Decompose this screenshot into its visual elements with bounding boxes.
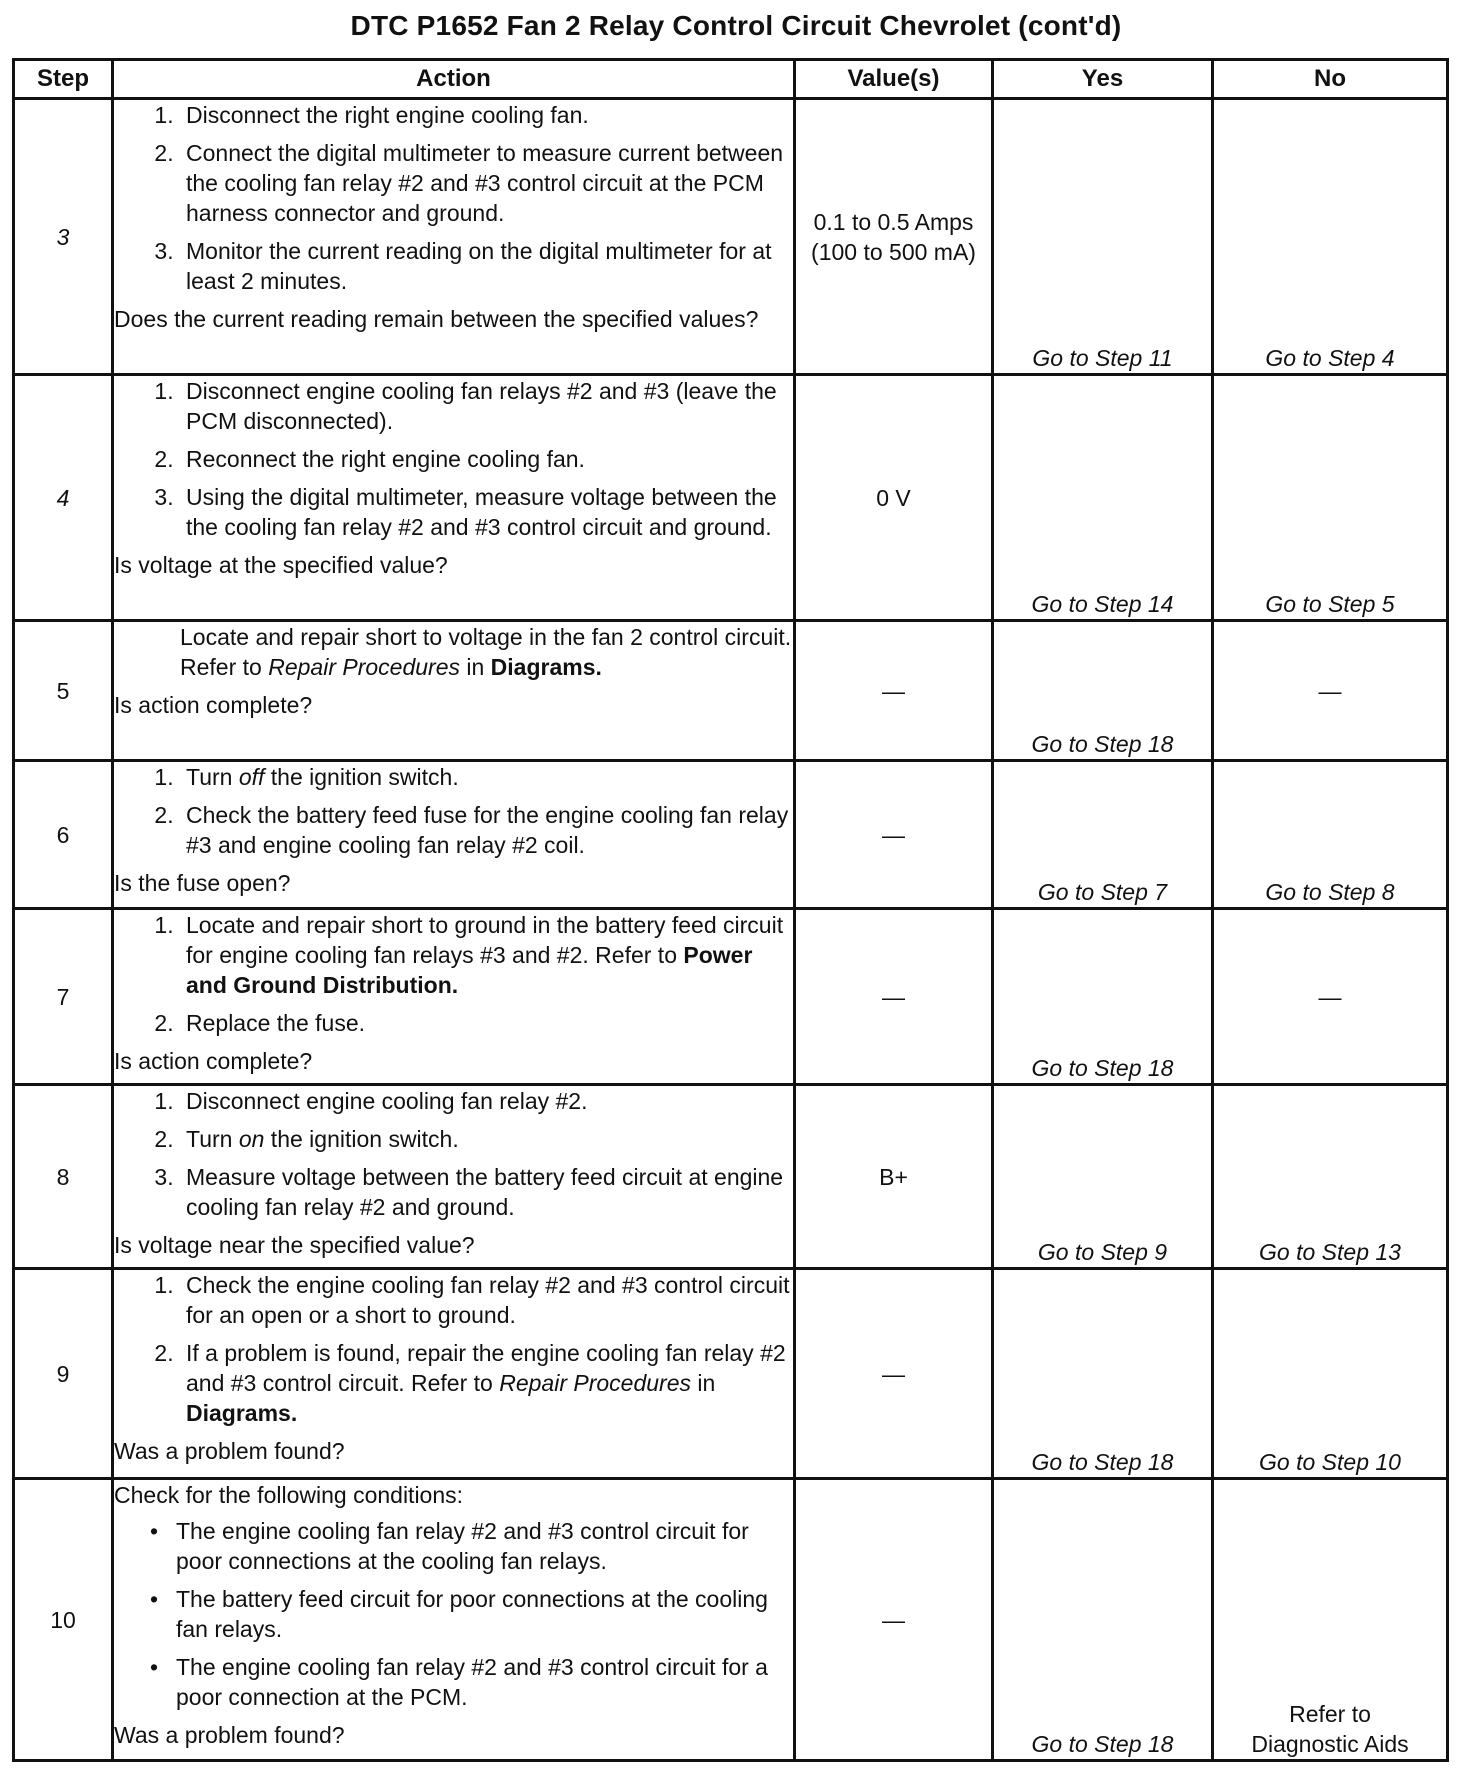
no-cell: Go to Step 13 [1213,1085,1448,1269]
header-action: Action [113,60,795,99]
action-question: Was a problem found? [114,1722,345,1748]
action-step: 1. Turn off the ignition switch. [180,762,793,792]
step-number: 9 [14,1269,113,1479]
action-steps [114,376,793,542]
diagnostic-table [12,58,1449,1762]
bullet-icon: • [150,1518,159,1544]
action-step: 1. Disconnect engine cooling fan relays #2 and #3 (leave the PCM disconnected). [180,376,793,436]
step-number: 7 [14,909,113,1085]
yes-cell: Go to Step 9 [993,1085,1213,1269]
no-cell: Go to Step 10 [1213,1269,1448,1479]
value-cell: — [795,909,993,1085]
action-step: 3. Measure voltage between the battery feed circuit at engine cooling fan relay #2 and ground. [180,1162,793,1222]
action-step: 2. Reconnect the right engine cooling fan. [180,444,793,474]
action-question: Is voltage at the specified value? [114,552,448,578]
action-cell [113,375,795,621]
no-text: Refer to [1289,1701,1371,1727]
value-cell: B+ [795,1085,993,1269]
no-cell: — [1213,909,1448,1085]
step-number: 8 [14,1085,113,1269]
yes-cell: Go to Step 7 [993,761,1213,909]
action-steps [114,762,793,860]
value-cell [795,99,993,375]
header-value: Value(s) [795,60,993,99]
value-cell: — [795,1269,993,1479]
action-question: Does the current reading remain between the specified values? [114,306,759,332]
value-cell: — [795,761,993,909]
condition-list [114,1516,793,1712]
action-question: Is the fuse open? [114,870,291,896]
header-row [14,60,1448,99]
bullet-icon: • [150,1586,159,1612]
step-number: 6 [14,761,113,909]
action-steps [114,910,793,1038]
yes-cell: Go to Step 11 [993,99,1213,375]
value-cell: — [795,1479,993,1761]
condition-item: • The engine cooling fan relay #2 and #3 control circuit for a poor connection at the PCM. [150,1654,768,1710]
table-row-step-10 [14,1479,1448,1761]
action-step: 3. Monitor the current reading on the digital multimeter for at least 2 minutes. [180,236,793,296]
value-text: (100 to 500 mA) [811,238,976,265]
step-number: 3 [14,99,113,375]
action-cell [113,909,795,1085]
action-lead: Check for the following conditions: [114,1482,464,1508]
action-steps [114,1270,793,1428]
yes-cell: Go to Step 18 [993,621,1213,761]
bullet-icon: • [150,1654,159,1680]
value-cell: 0 V [795,375,993,621]
table-row-step-6 [14,761,1448,909]
no-cell: — [1213,621,1448,761]
header-no: No [1213,60,1448,99]
table-row-step-8 [14,1085,1448,1269]
action-step: 2. Replace the fuse. [180,1008,793,1038]
condition-item: • The engine cooling fan relay #2 and #3 control circuit for poor connections at the cooling fan relays. [150,1518,749,1574]
table-row-step-7 [14,909,1448,1085]
no-cell [1213,1479,1448,1761]
no-text: Diagnostic Aids [1251,1731,1409,1757]
condition-item: • The battery feed circuit for poor connections at the cooling fan relays. [150,1586,768,1642]
table-row-step-4 [14,375,1448,621]
action-step: 1. Disconnect the right engine cooling fan. [180,100,793,130]
header-step: Step [14,60,113,99]
table-row-step-3 [14,99,1448,375]
action-question: Was a problem found? [114,1438,345,1464]
action-question: Is action complete? [114,1048,313,1074]
action-cell [113,99,795,375]
action-step: 3. Using the digital multimeter, measure voltage between the the cooling fan relay #2 and #3 control circuit and ground. [180,482,793,542]
header-yes: Yes [993,60,1213,99]
table-row-step-9 [14,1269,1448,1479]
action-cell [113,621,795,761]
value-text: 0.1 to 0.5 Amps [813,208,974,235]
action-cell [113,761,795,909]
action-step: 2. Turn on the ignition switch. [180,1124,793,1154]
action-steps [114,1086,793,1222]
action-step: 2. Check the battery feed fuse for the engine cooling fan relay #3 and engine cooling fan relay #2 coil. [180,800,793,860]
step-number: 4 [14,375,113,621]
action-cell [113,1269,795,1479]
yes-cell: Go to Step 18 [993,1479,1213,1761]
no-cell: Go to Step 8 [1213,761,1448,909]
action-question: Is voltage near the specified value? [114,1232,475,1258]
action-step: 1. Locate and repair short to ground in the battery feed circuit for engine cooling fan relays #3 and #2. Refer to Power and Ground Distribution. [180,910,793,1000]
action-cell [113,1479,795,1761]
action-steps [114,100,793,296]
step-number: 10 [14,1479,113,1761]
action-step: 2. If a problem is found, repair the engine cooling fan relay #2 and #3 control circuit. Refer to Repair Procedures in Diagrams. [180,1338,793,1428]
action-step: 1. Disconnect engine cooling fan relay #2. [180,1086,793,1116]
action-text: Locate and repair short to voltage in the fan 2 control circuit. Refer to Repair Procedures in Diagrams. [180,624,792,680]
no-cell: Go to Step 5 [1213,375,1448,621]
action-cell [113,1085,795,1269]
yes-cell: Go to Step 18 [993,909,1213,1085]
action-step: 2. Connect the digital multimeter to measure current between the cooling fan relay #2 and #3 control circuit at the PCM harness connector and ground. [180,138,793,228]
page-title: DTC P1652 Fan 2 Relay Control Circuit Chevrolet (cont'd) [350,10,1122,41]
no-cell: Go to Step 4 [1213,99,1448,375]
action-question: Is action complete? [114,692,313,718]
yes-cell: Go to Step 18 [993,1269,1213,1479]
step-number: 5 [14,621,113,761]
table-row-step-5 [14,621,1448,761]
action-step: 1. Check the engine cooling fan relay #2 and #3 control circuit for an open or a short to ground. [180,1270,793,1330]
yes-cell: Go to Step 14 [993,375,1213,621]
value-cell: — [795,621,993,761]
